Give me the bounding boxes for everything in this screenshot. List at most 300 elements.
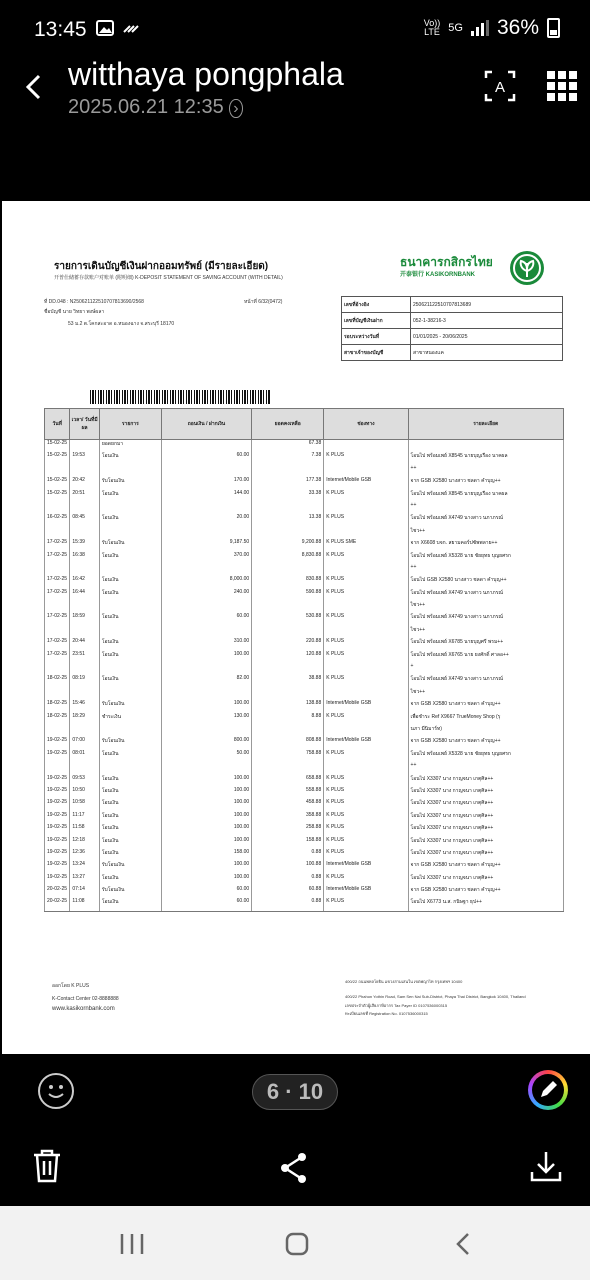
table-cell: 08:01 bbox=[70, 750, 99, 762]
table-cell: โอนไป X3307 นาง กาญจนา เกตุศิล++ bbox=[408, 787, 563, 799]
table-cell: Internet/Mobile GSB bbox=[324, 861, 408, 873]
table-cell: 07:00 bbox=[70, 737, 99, 749]
recents-icon bbox=[118, 1232, 146, 1256]
table-cell: โอนไป X3307 นาง กาญจนา เกตุศิล++ bbox=[408, 775, 563, 787]
volte-bottom: LTE bbox=[424, 27, 440, 37]
table-cell: 18:29 bbox=[70, 713, 99, 725]
statement-title-en: 开普仕储蓄存款账户对账单 (附明细) K-DEPOSIT STATEMENT OF SAVING ACCOUNT (WITH DETAIL) bbox=[54, 275, 283, 281]
table-cell: 17-02-25 bbox=[45, 576, 70, 588]
table-cell: โอนเงิน bbox=[99, 849, 161, 861]
table-cell: Internet/Mobile GSB bbox=[324, 700, 408, 712]
volte-indicator bbox=[424, 19, 441, 37]
table-cell: 11:08 bbox=[70, 898, 99, 911]
column-header: ถอนเงิน / ฝากเงิน bbox=[161, 409, 251, 440]
table-cell bbox=[70, 762, 99, 774]
table-cell: รับโอนเงิน bbox=[99, 861, 161, 873]
table-cell bbox=[161, 762, 251, 774]
table-row bbox=[45, 737, 564, 749]
table-cell: 12:36 bbox=[70, 849, 99, 861]
table-cell: 8.88 bbox=[252, 713, 324, 725]
table-cell: Internet/Mobile GSB bbox=[324, 886, 408, 898]
info-value: 052-1-38216-3 bbox=[411, 313, 563, 329]
statement-image[interactable] bbox=[2, 201, 590, 1054]
status-time: 13:45 bbox=[34, 18, 87, 41]
table-cell: ไชว++ bbox=[408, 626, 563, 638]
table-cell bbox=[161, 626, 251, 638]
table-cell bbox=[252, 725, 324, 737]
table-row bbox=[45, 762, 564, 774]
table-cell bbox=[252, 502, 324, 514]
table-cell: Internet/Mobile GSB bbox=[324, 477, 408, 489]
bank-name-en: 开泰银行 KASIKORNBANK bbox=[400, 272, 476, 278]
column-header: ช่องทาง bbox=[324, 409, 408, 440]
table-cell: ++ bbox=[408, 762, 563, 774]
table-cell: K PLUS bbox=[324, 576, 408, 588]
table-cell bbox=[161, 465, 251, 477]
column-header: ยอดคงเหลือ bbox=[252, 409, 324, 440]
table-cell: 15-02-25 bbox=[45, 440, 70, 453]
table-row bbox=[45, 775, 564, 787]
table-cell: K PLUS bbox=[324, 651, 408, 663]
table-cell: 138.88 bbox=[252, 700, 324, 712]
table-cell bbox=[252, 762, 324, 774]
info-value: 250621122510707813689 bbox=[411, 297, 563, 313]
table-cell: 17-02-25 bbox=[45, 589, 70, 601]
table-cell: จาก X6608 บจก. สยามคอร์ปซัพพลาย++ bbox=[408, 539, 563, 551]
footer-contact: K-Contact Center 02-8888888 bbox=[52, 996, 119, 1002]
table-cell bbox=[70, 626, 99, 638]
table-cell bbox=[324, 762, 408, 774]
table-row bbox=[45, 527, 564, 539]
table-row bbox=[45, 898, 564, 911]
system-nav-bar bbox=[0, 1206, 590, 1280]
table-cell: 20:44 bbox=[70, 638, 99, 650]
table-cell: 16:42 bbox=[70, 576, 99, 588]
table-cell: 18:59 bbox=[70, 613, 99, 625]
battery-percent: 36% bbox=[496, 16, 539, 39]
table-cell: 19-02-25 bbox=[45, 787, 70, 799]
table-cell: 130.00 bbox=[161, 713, 251, 725]
download-button[interactable] bbox=[528, 1148, 564, 1189]
table-row bbox=[45, 502, 564, 514]
table-cell: 07:14 bbox=[70, 886, 99, 898]
column-header: รายละเอียด bbox=[408, 409, 563, 440]
table-cell: 0.88 bbox=[252, 874, 324, 886]
contact-name: witthaya pongphala bbox=[68, 56, 344, 92]
table-row bbox=[45, 514, 564, 526]
gallery-notification-icon bbox=[96, 20, 114, 41]
table-cell: 8,830.88 bbox=[252, 552, 324, 564]
info-chevron-icon[interactable]: › bbox=[229, 99, 242, 118]
table-cell: 13:27 bbox=[70, 874, 99, 886]
table-cell: K PLUS bbox=[324, 589, 408, 601]
table-cell: 08:45 bbox=[70, 514, 99, 526]
table-row bbox=[45, 601, 564, 613]
table-cell: 100.00 bbox=[161, 651, 251, 663]
account-name-line: ชื่อบัญชี นาย วิทยา พงษ์ผลา bbox=[44, 309, 105, 315]
table-cell: 50.00 bbox=[161, 750, 251, 762]
table-cell: K PLUS bbox=[324, 898, 408, 911]
table-cell: Internet/Mobile GSB bbox=[324, 737, 408, 749]
delete-icon bbox=[30, 1148, 64, 1184]
table-cell: 8,000.00 bbox=[161, 576, 251, 588]
table-cell: K PLUS bbox=[324, 713, 408, 725]
table-cell: รับโอนเงิน bbox=[99, 477, 161, 489]
table-cell bbox=[45, 626, 70, 638]
table-cell: โอนไป X6773 น.ส. กนิษฐา ธุป++ bbox=[408, 898, 563, 911]
datetime-text: 2025.06.21 12:35 bbox=[68, 96, 224, 118]
table-row bbox=[45, 713, 564, 725]
table-row bbox=[45, 663, 564, 675]
table-cell bbox=[45, 502, 70, 514]
table-cell: โอนเงิน bbox=[99, 837, 161, 849]
table-cell bbox=[252, 601, 324, 613]
table-cell: 100.00 bbox=[161, 837, 251, 849]
table-cell bbox=[70, 465, 99, 477]
table-cell bbox=[45, 663, 70, 675]
table-cell: K PLUS bbox=[324, 874, 408, 886]
table-row bbox=[45, 861, 564, 873]
table-cell bbox=[45, 601, 70, 613]
table-cell: 11:58 bbox=[70, 824, 99, 836]
table-cell bbox=[408, 440, 563, 453]
table-cell: 60.00 bbox=[161, 886, 251, 898]
edit-pen-icon bbox=[528, 1070, 568, 1110]
footer-tax-id: เลขประจำตัวผู้เสียภาษีอากร Tax Payer ID 0107536000315 bbox=[345, 1003, 448, 1008]
nav-back-icon bbox=[452, 1231, 476, 1257]
table-cell: 15-02-25 bbox=[45, 490, 70, 502]
table-cell: 590.88 bbox=[252, 589, 324, 601]
network-5g: 5G bbox=[448, 22, 463, 34]
table-cell: โอนเงิน bbox=[99, 576, 161, 588]
table-cell: นภา มีนิมาร์ท) bbox=[408, 725, 563, 737]
status-right bbox=[424, 16, 560, 40]
table-cell: 17-02-25 bbox=[45, 638, 70, 650]
column-header: เวลา/ วันที่มีผล bbox=[70, 409, 99, 440]
table-row bbox=[45, 837, 564, 849]
table-cell bbox=[161, 527, 251, 539]
emoji-button[interactable] bbox=[38, 1073, 74, 1109]
table-cell bbox=[324, 725, 408, 737]
table-row bbox=[45, 539, 564, 551]
table-cell bbox=[324, 440, 408, 453]
table-cell bbox=[252, 688, 324, 700]
table-cell: 100.88 bbox=[252, 861, 324, 873]
table-cell: 177.38 bbox=[252, 477, 324, 489]
edit-button[interactable] bbox=[528, 1070, 568, 1110]
table-cell: จาก GSB X2580 นางสาว ชลดา คำบุญ++ bbox=[408, 737, 563, 749]
table-cell: รับโอนเงิน bbox=[99, 737, 161, 749]
translate-button[interactable] bbox=[482, 68, 518, 104]
emoji-icon bbox=[40, 1075, 72, 1107]
table-cell bbox=[161, 725, 251, 737]
info-label: เลขที่อ้างอิง bbox=[342, 297, 411, 313]
table-cell: เพื่อชำระ Ref X9667 TrueMoney Shop (รุ bbox=[408, 713, 563, 725]
table-cell: K PLUS bbox=[324, 750, 408, 762]
table-cell: โอนไป พร้อมเพย์ X6785 นายบุญศรี พรม++ bbox=[408, 638, 563, 650]
table-row bbox=[45, 576, 564, 588]
table-cell: โอนไป X3307 นาง กาญจนา เกตุศิล++ bbox=[408, 799, 563, 811]
table-cell bbox=[70, 663, 99, 675]
table-cell bbox=[70, 527, 99, 539]
table-cell: 240.00 bbox=[161, 589, 251, 601]
table-cell: 19-02-25 bbox=[45, 837, 70, 849]
table-cell: K PLUS bbox=[324, 787, 408, 799]
table-cell: 19-02-25 bbox=[45, 824, 70, 836]
table-cell bbox=[45, 564, 70, 576]
table-cell: 33.38 bbox=[252, 490, 324, 502]
translate-icon bbox=[482, 68, 518, 104]
table-cell: โอนเงิน bbox=[99, 898, 161, 911]
table-cell: 758.88 bbox=[252, 750, 324, 762]
table-cell: 19-02-25 bbox=[45, 737, 70, 749]
table-cell bbox=[252, 663, 324, 675]
table-cell: K PLUS bbox=[324, 638, 408, 650]
table-row bbox=[45, 638, 564, 650]
table-cell bbox=[252, 564, 324, 576]
svg-text:A: A bbox=[494, 79, 506, 96]
table-cell: 15:46 bbox=[70, 700, 99, 712]
table-cell: 20:42 bbox=[70, 477, 99, 489]
table-cell: 10:50 bbox=[70, 787, 99, 799]
table-cell: 100.00 bbox=[161, 861, 251, 873]
table-cell: จาก GSB X2580 นางสาว ชลดา คำบุญ++ bbox=[408, 700, 563, 712]
table-row bbox=[45, 452, 564, 464]
more-menu-button[interactable] bbox=[544, 68, 580, 104]
table-cell: โอนไป GSB X2580 นางสาว ชลดา คำบุญ++ bbox=[408, 576, 563, 588]
table-cell: โอนไป พร้อมเพย์ X5328 นาย ชัยยุทธ บุญยศรก bbox=[408, 552, 563, 564]
table-cell: 13:24 bbox=[70, 861, 99, 873]
table-cell bbox=[70, 502, 99, 514]
table-cell: 100.00 bbox=[161, 700, 251, 712]
table-cell bbox=[161, 601, 251, 613]
table-cell: โอนเงิน bbox=[99, 638, 161, 650]
share-icon bbox=[277, 1150, 311, 1186]
table-cell: 16:44 bbox=[70, 589, 99, 601]
table-cell: K PLUS bbox=[324, 613, 408, 625]
table-cell: โอนเงิน bbox=[99, 874, 161, 886]
table-cell: ไชว++ bbox=[408, 601, 563, 613]
table-cell: โอนไป พร้อมเพย์ X4749 นางสาว นภาภรณ์ bbox=[408, 589, 563, 601]
battery-icon bbox=[547, 18, 560, 38]
table-cell bbox=[99, 626, 161, 638]
info-row bbox=[342, 297, 563, 313]
table-row bbox=[45, 688, 564, 700]
back-icon bbox=[20, 72, 50, 102]
table-cell: 7.38 bbox=[252, 452, 324, 464]
table-cell: 19-02-25 bbox=[45, 799, 70, 811]
table-cell bbox=[324, 465, 408, 477]
viewer-header bbox=[0, 50, 590, 130]
table-cell: โอนไป X3307 นาง กาญจนา เกตุศิล++ bbox=[408, 874, 563, 886]
table-cell bbox=[324, 564, 408, 576]
recents-button[interactable] bbox=[118, 1232, 146, 1261]
info-row bbox=[342, 313, 563, 329]
table-cell: K PLUS SME bbox=[324, 539, 408, 551]
table-cell: 100.00 bbox=[161, 775, 251, 787]
table-cell bbox=[70, 601, 99, 613]
table-cell: 808.88 bbox=[252, 737, 324, 749]
table-cell: 558.88 bbox=[252, 787, 324, 799]
table-cell: 370.00 bbox=[161, 552, 251, 564]
table-cell: โอนไป พร้อมเพย์ X5328 นาย ชัยยุทธ บุญยศรก bbox=[408, 750, 563, 762]
table-cell: โอนไป พร้อมเพย์ X4749 นางสาว นภาภรณ์ bbox=[408, 613, 563, 625]
table-cell: โอนไป X3307 นาง กาญจนา เกตุศิล++ bbox=[408, 837, 563, 849]
table-cell bbox=[45, 527, 70, 539]
info-row bbox=[342, 329, 563, 345]
table-cell: K PLUS bbox=[324, 490, 408, 502]
table-cell: โอนเงิน bbox=[99, 750, 161, 762]
table-cell: โอนไป พร้อมเพย์ X6765 นาย ยงศักดิ์ ศาลอ++ bbox=[408, 651, 563, 663]
table-row bbox=[45, 849, 564, 861]
table-cell bbox=[45, 725, 70, 737]
download-icon bbox=[528, 1148, 564, 1184]
table-row bbox=[45, 787, 564, 799]
table-cell bbox=[70, 725, 99, 737]
table-cell: K PLUS bbox=[324, 452, 408, 464]
table-row bbox=[45, 750, 564, 762]
table-cell bbox=[252, 626, 324, 638]
table-cell: จาก GSB X2580 นางสาว ชลดา คำบุญ++ bbox=[408, 477, 563, 489]
table-cell: 17-02-25 bbox=[45, 539, 70, 551]
table-cell: 23:51 bbox=[70, 651, 99, 663]
table-cell: โอนเงิน bbox=[99, 651, 161, 663]
table-cell bbox=[161, 502, 251, 514]
table-cell: 100.00 bbox=[161, 812, 251, 824]
table-cell bbox=[70, 688, 99, 700]
signal-icon bbox=[471, 20, 489, 36]
column-header: รายการ bbox=[99, 409, 161, 440]
table-cell: โอนเงิน bbox=[99, 824, 161, 836]
table-cell bbox=[161, 688, 251, 700]
table-cell: 38.88 bbox=[252, 675, 324, 687]
table-cell: รับโอนเงิน bbox=[99, 539, 161, 551]
back-button[interactable] bbox=[20, 72, 50, 102]
table-cell: 10:58 bbox=[70, 799, 99, 811]
table-row bbox=[45, 675, 564, 687]
table-cell bbox=[99, 564, 161, 576]
viewer-controls bbox=[0, 1060, 590, 1130]
page-indicator: 6 · 10 bbox=[252, 1074, 338, 1110]
table-cell: 0.88 bbox=[252, 898, 324, 911]
footer-website: www.kasikornbank.com bbox=[52, 1006, 115, 1012]
table-cell: K PLUS bbox=[324, 552, 408, 564]
table-cell bbox=[99, 465, 161, 477]
table-cell: K PLUS bbox=[324, 812, 408, 824]
table-cell: โอนเงิน bbox=[99, 514, 161, 526]
table-cell: 11:17 bbox=[70, 812, 99, 824]
table-cell: K PLUS bbox=[324, 849, 408, 861]
table-cell: จาก GSB X2580 นางสาว ชลดา คำบุญ++ bbox=[408, 886, 563, 898]
table-cell: 67.38 bbox=[252, 440, 324, 453]
table-cell: โอนเงิน bbox=[99, 452, 161, 464]
table-cell: 20-02-25 bbox=[45, 898, 70, 911]
table-cell: + bbox=[408, 663, 563, 675]
table-row bbox=[45, 886, 564, 898]
table-cell: K PLUS bbox=[324, 824, 408, 836]
table-cell bbox=[324, 663, 408, 675]
table-cell: 170.00 bbox=[161, 477, 251, 489]
share-button[interactable] bbox=[277, 1150, 311, 1191]
table-cell bbox=[99, 601, 161, 613]
table-cell: โอนไป X3307 นาง กาญจนา เกตุศิล++ bbox=[408, 824, 563, 836]
table-cell: 100.00 bbox=[161, 799, 251, 811]
table-row bbox=[45, 465, 564, 477]
table-row bbox=[45, 440, 564, 453]
table-cell: ++ bbox=[408, 465, 563, 477]
grid-menu-icon bbox=[544, 68, 580, 104]
table-row bbox=[45, 651, 564, 663]
page-line: หน้าที่ 6/32(0472) bbox=[244, 299, 283, 305]
table-cell bbox=[99, 688, 161, 700]
table-cell bbox=[45, 465, 70, 477]
table-cell: โอนเงิน bbox=[99, 775, 161, 787]
address-line: 53 ม.2 ต.โคกสะอาด อ.หนองฉาง จ.สระบุรี 18170 bbox=[68, 321, 175, 327]
delete-button[interactable] bbox=[30, 1148, 64, 1189]
table-cell: 18-02-25 bbox=[45, 700, 70, 712]
nav-back-button[interactable] bbox=[452, 1231, 476, 1262]
table-cell bbox=[99, 762, 161, 774]
table-row bbox=[45, 874, 564, 886]
table-cell: โอนเงิน bbox=[99, 613, 161, 625]
table-cell: ไชว++ bbox=[408, 527, 563, 539]
transaction-table bbox=[44, 408, 564, 912]
table-cell: 9,200.88 bbox=[252, 539, 324, 551]
table-cell: โอนเงิน bbox=[99, 799, 161, 811]
table-cell: K PLUS bbox=[324, 514, 408, 526]
table-cell: 12:18 bbox=[70, 837, 99, 849]
table-cell: 9,187.50 bbox=[161, 539, 251, 551]
info-row bbox=[342, 345, 563, 361]
table-cell bbox=[324, 527, 408, 539]
mute-notification-icon bbox=[122, 20, 140, 41]
home-button[interactable] bbox=[284, 1231, 310, 1262]
table-cell bbox=[161, 663, 251, 675]
table-cell: 19-02-25 bbox=[45, 861, 70, 873]
table-cell bbox=[324, 626, 408, 638]
table-cell bbox=[45, 762, 70, 774]
table-cell: 100.00 bbox=[161, 787, 251, 799]
table-cell: 458.88 bbox=[252, 799, 324, 811]
table-cell: 17-02-25 bbox=[45, 613, 70, 625]
table-cell: โอนเงิน bbox=[99, 490, 161, 502]
table-cell: 530.88 bbox=[252, 613, 324, 625]
table-cell: K PLUS bbox=[324, 775, 408, 787]
table-cell: 09:53 bbox=[70, 775, 99, 787]
table-cell: 19-02-25 bbox=[45, 874, 70, 886]
table-cell bbox=[324, 688, 408, 700]
table-cell: 15-02-25 bbox=[45, 477, 70, 489]
table-cell: 100.00 bbox=[161, 824, 251, 836]
table-cell bbox=[70, 440, 99, 453]
table-cell bbox=[45, 688, 70, 700]
table-cell: โอนไป X3307 นาง กาญจนา เกตุศิล++ bbox=[408, 812, 563, 824]
table-cell: 20-02-25 bbox=[45, 886, 70, 898]
table-cell: 19-02-25 bbox=[45, 849, 70, 861]
table-row bbox=[45, 589, 564, 601]
table-cell: 19-02-25 bbox=[45, 775, 70, 787]
table-cell: 15-02-25 bbox=[45, 452, 70, 464]
table-cell: 17-02-25 bbox=[45, 651, 70, 663]
info-label: รอบระหว่างวันที่ bbox=[342, 329, 411, 345]
table-row bbox=[45, 613, 564, 625]
table-cell: 13.38 bbox=[252, 514, 324, 526]
table-cell: 800.00 bbox=[161, 737, 251, 749]
image-datetime bbox=[68, 96, 243, 119]
table-cell bbox=[99, 725, 161, 737]
table-row bbox=[45, 490, 564, 502]
table-cell: 120.88 bbox=[252, 651, 324, 663]
